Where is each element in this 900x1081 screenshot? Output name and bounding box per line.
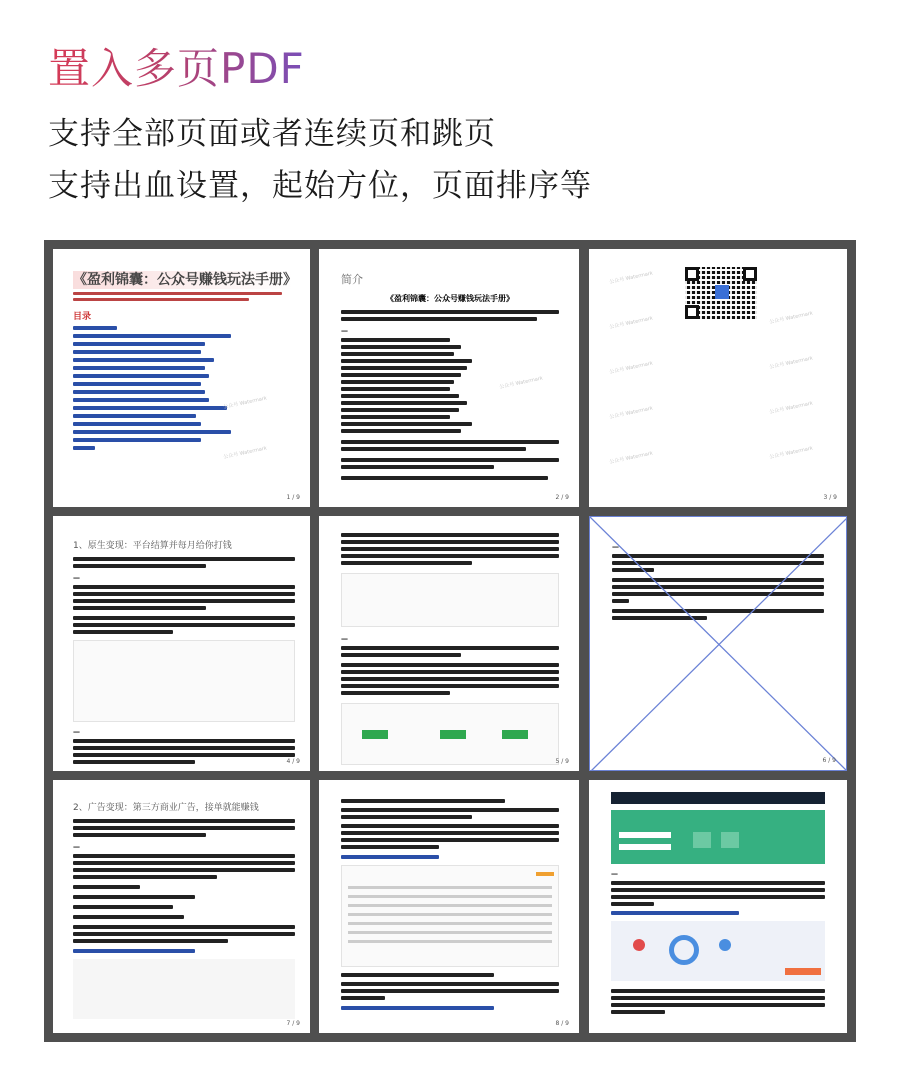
pdf-page-1[interactable] xyxy=(53,249,310,507)
watermark: 公众号 Watermark xyxy=(608,270,654,286)
pdf-page-5[interactable]: — 5 / 9 xyxy=(319,516,579,771)
pdf-page-8[interactable] xyxy=(319,780,579,1033)
page-7-title: 2、广告变现：第三方商业广告，接单就能赚钱 xyxy=(73,803,259,813)
watermark: 公众号 Watermark xyxy=(608,405,654,421)
page-number: 4 / 9 xyxy=(286,758,300,765)
page-number: 7 / 9 xyxy=(286,1020,300,1027)
pdf-page-7[interactable]: 2、广告变现：第三方商业广告，接单就能赚钱 — 7 / 9 xyxy=(53,780,310,1033)
page-title: 置入多页PDF xyxy=(48,36,305,96)
feature-line-1: 支持全部页面或者连续页和跳页 xyxy=(48,116,496,152)
embedded-site-banner xyxy=(611,810,825,864)
embedded-screenshot xyxy=(341,703,559,765)
watermark: 公众号 Watermark xyxy=(608,450,654,466)
embedded-screenshot xyxy=(341,573,559,627)
watermark: 公众号 Watermark xyxy=(498,375,544,391)
page-number: 6 / 9 xyxy=(822,757,836,764)
pdf-page-4[interactable]: 1、原生变现：平台结算并每月给你打钱 — — 4 / 9 xyxy=(53,516,310,771)
watermark: 公众号 Watermark xyxy=(768,400,814,416)
watermark: 公众号 Watermark xyxy=(768,310,814,326)
page-2-label: 简介 xyxy=(341,273,363,286)
watermark: 公众号 Watermark xyxy=(222,395,268,411)
embedded-screenshot xyxy=(73,640,295,722)
embedded-screenshot xyxy=(73,959,295,1019)
pdf-page-6[interactable]: — 6 / 9 xyxy=(589,516,847,771)
page-number: 1 / 9 xyxy=(286,494,300,501)
page-1-toc-heading: 目录 xyxy=(73,312,92,322)
watermark: 公众号 Watermark xyxy=(608,315,654,331)
embedded-site-navbar xyxy=(611,792,825,804)
page-1-title: 《盈利锦囊：公众号赚钱玩法手册》 xyxy=(73,272,297,288)
page-number: 2 / 9 xyxy=(555,494,569,501)
embedded-site-screenshot xyxy=(611,921,825,981)
pdf-page-3[interactable] xyxy=(589,249,847,507)
page-2-title: 《盈利锦囊：公众号赚钱玩法手册》 xyxy=(386,294,514,303)
watermark: 公众号 Watermark xyxy=(222,445,268,461)
feature-line-2: 支持出血设置，起始方位，页面排序等 xyxy=(48,168,592,204)
page-number: 3 / 9 xyxy=(823,494,837,501)
watermark: 公众号 Watermark xyxy=(608,360,654,376)
pdf-page-grid xyxy=(44,240,856,1042)
watermark: 公众号 Watermark xyxy=(768,445,814,461)
page-number: 5 / 9 xyxy=(555,758,569,765)
watermark: 公众号 Watermark xyxy=(768,355,814,371)
placeholder-cross-icon xyxy=(590,517,847,771)
pdf-page-9[interactable]: — xyxy=(589,780,847,1033)
qr-code xyxy=(685,267,757,319)
page-number: 8 / 9 xyxy=(555,1020,569,1027)
page-4-title: 1、原生变现：平台结算并每月给你打钱 xyxy=(73,541,232,551)
pdf-page-2[interactable]: 简介 《盈利锦囊：公众号赚钱玩法手册》 — 公众号 Watermark 2 / 9 xyxy=(319,249,579,507)
embedded-table-screenshot xyxy=(341,865,559,967)
